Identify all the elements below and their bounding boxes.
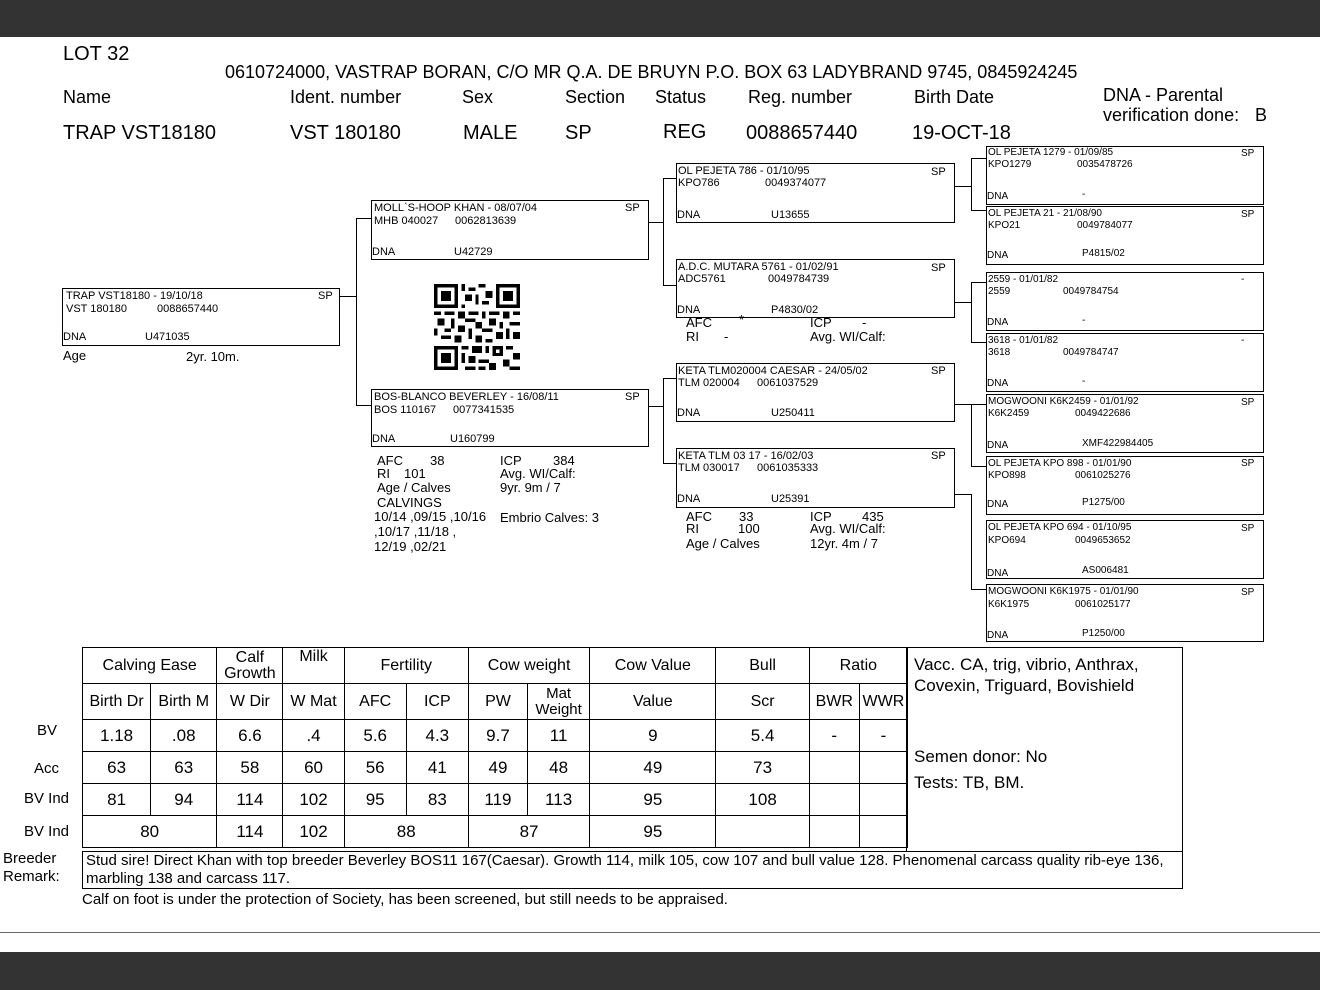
bvind-cell: 119	[468, 784, 527, 816]
card-section: SP	[625, 202, 640, 214]
dd-icp-value: 435	[862, 509, 884, 524]
card-reg: 0061025177	[1075, 599, 1131, 610]
dd-age-calves-label: Age / Calves	[686, 536, 760, 551]
sub-header: WWR	[859, 684, 907, 720]
connector	[954, 404, 972, 405]
bvind-group-cell	[809, 816, 859, 848]
group-header: Milk	[283, 648, 344, 684]
connector	[971, 404, 987, 405]
qr-code-icon	[432, 284, 522, 370]
dam-ri-label: RI	[377, 466, 390, 481]
dd-ri-value: 100	[738, 521, 760, 536]
card-section: SP	[1241, 587, 1255, 598]
acc-cell: 60	[283, 752, 344, 784]
tests-note: Tests: TB, BM.	[914, 773, 1025, 792]
connector	[648, 222, 664, 223]
breeding-values-table	[82, 647, 908, 848]
card-reg: 0049784747	[1063, 347, 1119, 358]
connector	[971, 282, 987, 283]
bvind-cell: 83	[406, 784, 468, 816]
connector	[971, 158, 987, 159]
group-header: Bull	[716, 648, 809, 684]
owner-line: 0610724000, VASTRAP BORAN, C/O MR Q.A. DE BRUYN P.O. BOX 63 LADYBRAND 9745, 0845924245	[225, 62, 1078, 82]
bvind-cell: 108	[716, 784, 809, 816]
acc-cell: 41	[406, 752, 468, 784]
ancestor-card	[986, 520, 1264, 579]
card-title: OL PEJETA 786 - 01/10/95	[678, 165, 810, 177]
sd-ri-label: RI	[686, 329, 699, 344]
remark-label: Breeder	[3, 850, 57, 867]
card-reg: 0061035333	[757, 462, 819, 474]
sd-icp-value: -	[862, 315, 867, 330]
row-label: BV Ind	[24, 790, 70, 807]
card-section: SP	[1241, 148, 1255, 159]
bottom-bar	[0, 952, 1320, 990]
age-value: 2yr. 10m.	[186, 349, 240, 364]
acc-cell: 73	[716, 752, 809, 784]
bvind-cell	[809, 784, 859, 816]
ancestor-card	[986, 206, 1264, 265]
bvind-group-cell: 95	[590, 816, 716, 848]
ancestor-card	[986, 456, 1264, 515]
card-dna: -	[1082, 189, 1086, 200]
sire-sire-card	[676, 163, 955, 223]
vaccination-note: Vacc. CA, trig, vibrio, Anthrax, Covexin, Triguard, Bovishield	[914, 655, 1139, 695]
card-dna-label: DNA	[677, 407, 701, 419]
animal-card	[62, 288, 340, 346]
bvind-group-cell: 102	[283, 816, 344, 848]
acc-cell: 63	[83, 752, 151, 784]
card-reg: 0049784739	[768, 273, 830, 285]
bvind-cell	[859, 784, 907, 816]
dd-ri-label: RI	[686, 521, 699, 536]
bvind-group-cell: 87	[468, 816, 589, 848]
connector	[954, 302, 972, 303]
bvind-group-cell: 114	[217, 816, 283, 848]
card-id: KPO786	[678, 177, 720, 189]
connector	[663, 178, 664, 285]
connector	[339, 296, 357, 297]
row-label: Acc	[34, 760, 60, 777]
connector	[648, 406, 664, 407]
acc-cell: 56	[344, 752, 406, 784]
dd-avg-label: Avg. WI/Calf:	[810, 521, 886, 536]
card-dna: -	[1082, 315, 1086, 326]
bvind-group-cell: 88	[344, 816, 468, 848]
bvind-cell: 114	[217, 784, 283, 816]
card-dna: P4815/02	[1082, 248, 1125, 259]
dam-dam-card	[676, 448, 955, 508]
value-status: REG	[663, 121, 707, 143]
semen-donor-note: Semen donor: No	[914, 747, 1048, 766]
dam-embrio: Embrio Calves: 3	[500, 510, 599, 525]
table-row	[83, 752, 908, 784]
bv-cell: -	[859, 720, 907, 752]
card-dna: U160799	[450, 433, 495, 445]
card-title: KETA TLM020004 CAESAR - 24/05/02	[678, 365, 868, 377]
card-id: TLM 020004	[678, 377, 740, 389]
label-dna-2: verification done:	[1103, 105, 1240, 125]
value-reg: 0088657440	[746, 122, 858, 144]
sub-header: BWR	[809, 684, 859, 720]
label-status: Status	[655, 87, 707, 107]
connector	[663, 378, 677, 379]
bv-cell: 4.3	[406, 720, 468, 752]
group-header: Cow weight	[468, 648, 589, 684]
card-reg: 0049374077	[765, 177, 827, 189]
sub-header: ICP	[406, 684, 468, 720]
card-dna: U250411	[771, 407, 815, 419]
group-header: Fertility	[344, 648, 468, 684]
card-reg: 0035478726	[1077, 159, 1133, 170]
dd-afc-value: 33	[739, 509, 754, 524]
value-sex: MALE	[463, 122, 518, 144]
card-id: ADC5761	[678, 273, 726, 285]
connector	[663, 463, 677, 464]
dd-icp-label: ICP	[810, 509, 832, 524]
card-title: BOS-BLANCO BEVERLEY - 16/08/11	[374, 391, 559, 403]
group-header: Cow Value	[590, 648, 716, 684]
footer-note: Calf on foot is under the protection of Society, has been screened, but still needs to be appraised.	[82, 891, 728, 908]
dam-calvings-line: 10/14 ,09/15 ,10/16	[374, 509, 487, 524]
connector	[954, 186, 972, 187]
sub-header: Mat Weight	[528, 684, 590, 720]
bv-cell: .4	[283, 720, 344, 752]
sire-card	[371, 200, 649, 260]
card-reg: 0088657440	[157, 303, 219, 315]
dam-age-calves-label: Age / Calves	[377, 480, 451, 495]
acc-cell: 58	[217, 752, 283, 784]
acc-cell	[859, 752, 907, 784]
card-section: SP	[1241, 209, 1255, 220]
card-reg: 0077341535	[453, 404, 515, 416]
dd-age-calves-value: 12yr. 4m / 7	[810, 536, 878, 551]
dam-icp-value: 384	[553, 453, 575, 468]
card-section: SP	[1241, 458, 1255, 469]
card-id: TLM 030017	[678, 462, 740, 474]
connector	[971, 589, 987, 590]
card-section: SP	[931, 262, 946, 274]
card-id: MHB 040027	[374, 215, 439, 227]
bvind-cell: 102	[283, 784, 344, 816]
ancestor-card	[986, 272, 1264, 331]
bv-cell: 9	[590, 720, 716, 752]
card-dna: U42729	[454, 246, 493, 258]
card-reg: 0061025276	[1075, 470, 1131, 481]
card-reg: 0062813639	[455, 215, 517, 227]
card-title: OL PEJETA 21 - 21/08/90	[988, 208, 1102, 219]
acc-cell: 48	[528, 752, 590, 784]
bvind-group-cell	[716, 816, 809, 848]
dam-calvings-label: CALVINGS	[377, 495, 442, 510]
connector	[954, 494, 972, 495]
ancestor-card	[986, 394, 1264, 453]
dam-card	[371, 389, 649, 447]
card-id: KPO898	[988, 470, 1026, 481]
card-dna: U13655	[771, 209, 810, 221]
connector	[971, 282, 972, 342]
connector	[356, 405, 372, 406]
card-dna-label: DNA	[677, 493, 701, 505]
lot-number: LOT 32	[63, 43, 130, 65]
card-dna: P4830/02	[771, 304, 819, 316]
card-title: MOGWOONI K6K2459 - 01/01/92	[988, 396, 1139, 407]
card-title: KETA TLM 03 17 - 16/02/03	[678, 450, 814, 462]
card-title: 3618 - 01/01/82	[988, 335, 1059, 346]
top-bar	[0, 0, 1320, 37]
card-title: A.D.C. MUTARA 5761 - 01/02/91	[678, 261, 839, 273]
card-dna: -	[1082, 376, 1086, 387]
sire-dam-card	[676, 259, 955, 318]
sub-header: Value	[590, 684, 716, 720]
value-ident: VST 180180	[290, 122, 401, 144]
connector	[971, 494, 972, 589]
sub-header: Birth M	[151, 684, 217, 720]
card-id: K6K2459	[988, 408, 1030, 419]
card-title: OL PEJETA KPO 694 - 01/10/95	[988, 522, 1132, 533]
card-id: K6K1975	[988, 599, 1030, 610]
label-sex: Sex	[462, 87, 494, 107]
breeder-remark: Stud sire! Direct Khan with top breeder Beverley BOS11 167(Caesar). Growth 114, milk 105, cow 107 and bull value 128. Phenomenal carcass quality rib-eye 136, marbling 138 and carcass 117.	[82, 851, 1183, 889]
acc-cell	[809, 752, 859, 784]
card-id: 2559	[988, 286, 1011, 297]
card-section: -	[1241, 335, 1245, 346]
card-title: 2559 - 01/01/82	[988, 274, 1059, 285]
card-dna-label: DNA	[987, 191, 1009, 202]
ancestor-card	[986, 584, 1264, 642]
bv-cell: 6.6	[217, 720, 283, 752]
connector	[971, 210, 987, 211]
sd-afc-value: *	[739, 312, 745, 327]
bvind-cell: 95	[590, 784, 716, 816]
bvind-cell: 81	[83, 784, 151, 816]
card-dna-label: DNA	[987, 250, 1009, 261]
label-ident: Ident. number	[290, 87, 402, 107]
acc-cell: 49	[590, 752, 716, 784]
sub-header: W Dir	[217, 684, 283, 720]
card-reg: 0049784754	[1063, 286, 1119, 297]
card-dna-label: DNA	[987, 317, 1009, 328]
group-header: Ratio	[809, 648, 907, 684]
group-header: Calving Ease	[83, 648, 217, 684]
value-name: TRAP VST18180	[63, 122, 217, 144]
card-dna-label: DNA	[987, 499, 1009, 510]
card-id: VST 180180	[66, 303, 127, 315]
footer-divider	[0, 932, 1320, 933]
age-label: Age	[63, 348, 87, 363]
bv-cell: 1.18	[83, 720, 151, 752]
sd-avg-label: Avg. WI/Calf:	[810, 329, 886, 344]
card-dna-label: DNA	[987, 630, 1009, 641]
bv-cell: .08	[151, 720, 217, 752]
bvind-cell: 113	[528, 784, 590, 816]
connector	[971, 342, 987, 343]
sub-header: AFC	[344, 684, 406, 720]
card-dna-label: DNA	[987, 378, 1009, 389]
card-id: KPO1279	[988, 159, 1032, 170]
connector	[356, 218, 372, 219]
bv-cell: 11	[528, 720, 590, 752]
card-dna-label: DNA	[63, 331, 87, 343]
card-section: SP	[931, 166, 946, 178]
sub-header: Scr	[716, 684, 809, 720]
card-dna-label: DNA	[372, 246, 396, 258]
card-dna: U25391	[771, 493, 810, 505]
dam-icp-label: ICP	[500, 453, 522, 468]
card-title: MOGWOONI K6K1975 - 01/01/90	[988, 586, 1139, 597]
value-dna: B	[1255, 105, 1268, 125]
card-dna: P1275/00	[1082, 497, 1125, 508]
dam-calvings-line: 12/19 ,02/21	[374, 539, 447, 554]
dam-sire-card	[676, 363, 955, 422]
card-section: -	[1241, 274, 1245, 285]
card-dna-label: DNA	[677, 209, 701, 221]
bvind-group-cell	[859, 816, 907, 848]
dam-calvings-line: ,10/17 ,11/18 ,	[374, 524, 457, 539]
card-reg: 0049653652	[1075, 535, 1131, 546]
card-section: SP	[931, 365, 946, 377]
bvind-group-cell: 80	[83, 816, 217, 848]
connector	[971, 404, 972, 466]
label-birth: Birth Date	[914, 87, 995, 107]
label-name: Name	[63, 87, 112, 107]
remark-label: Remark:	[3, 868, 60, 885]
connector	[663, 285, 677, 286]
row-label: BV	[37, 722, 58, 739]
card-id: 3618	[988, 347, 1011, 358]
sub-header: W Mat	[283, 684, 344, 720]
label-reg: Reg. number	[748, 87, 853, 107]
dam-afc-label: AFC	[377, 453, 403, 468]
acc-cell: 63	[151, 752, 217, 784]
card-section: SP	[1241, 523, 1255, 534]
card-reg: 0049422686	[1075, 408, 1131, 419]
card-section: SP	[625, 391, 640, 403]
dam-ri-value: 101	[404, 466, 426, 481]
bv-cell: -	[809, 720, 859, 752]
card-dna: U471035	[145, 331, 190, 343]
ancestor-card	[986, 333, 1264, 392]
sub-header: PW	[468, 684, 527, 720]
card-section: SP	[1241, 397, 1255, 408]
acc-cell: 49	[468, 752, 527, 784]
bv-cell: 9.7	[468, 720, 527, 752]
card-reg: 0061037529	[757, 377, 819, 389]
dam-age-calves-value: 9yr. 9m / 7	[500, 480, 561, 495]
dam-avg-label: Avg. WI/Calf:	[500, 466, 576, 481]
sd-ri-value: -	[724, 329, 729, 344]
sd-icp-label: ICP	[810, 315, 832, 330]
table-row	[83, 720, 908, 752]
card-title: TRAP VST18180 - 19/10/18	[66, 290, 203, 302]
label-dna-1: DNA - Parental	[1103, 85, 1224, 105]
connector	[971, 466, 987, 467]
connector	[663, 178, 677, 179]
label-section: Section	[565, 87, 626, 107]
card-dna: AS006481	[1082, 565, 1129, 576]
group-header: Calf Growth	[217, 648, 283, 684]
card-title: OL PEJETA KPO 898 - 01/01/90	[988, 458, 1132, 469]
notes-box	[906, 647, 1183, 852]
card-dna-label: DNA	[677, 304, 701, 316]
dam-afc-value: 38	[430, 453, 445, 468]
connector	[663, 378, 664, 463]
dd-afc-label: AFC	[686, 509, 712, 524]
table-row	[83, 784, 908, 816]
bv-cell: 5.4	[716, 720, 809, 752]
card-dna-label: DNA	[987, 568, 1009, 579]
bvind-cell: 95	[344, 784, 406, 816]
card-dna-label: DNA	[987, 440, 1009, 451]
connector	[356, 218, 357, 405]
row-label: BV Ind	[24, 823, 70, 840]
ancestor-card	[986, 146, 1264, 205]
card-reg: 0049784077	[1077, 220, 1133, 231]
card-id: KPO21	[988, 220, 1021, 231]
card-section: SP	[318, 290, 333, 302]
card-dna: XMF422984405	[1082, 438, 1154, 449]
value-section: SP	[565, 122, 592, 144]
bvind-cell: 94	[151, 784, 217, 816]
card-title: OL PEJETA 1279 - 01/09/85	[988, 147, 1114, 158]
card-title: MOLL`S-HOOP KHAN - 08/07/04	[374, 202, 538, 214]
card-id: KPO694	[988, 535, 1026, 546]
card-id: BOS 110167	[374, 404, 437, 416]
connector	[971, 158, 972, 210]
value-birth: 19-OCT-18	[912, 122, 1011, 144]
sub-header: Birth Dr	[83, 684, 151, 720]
card-dna: P1250/00	[1082, 628, 1125, 639]
card-section: SP	[931, 450, 946, 462]
card-dna-label: DNA	[372, 433, 396, 445]
bv-cell: 5.6	[344, 720, 406, 752]
table-row	[83, 816, 908, 848]
sd-afc-label: AFC	[686, 315, 712, 330]
